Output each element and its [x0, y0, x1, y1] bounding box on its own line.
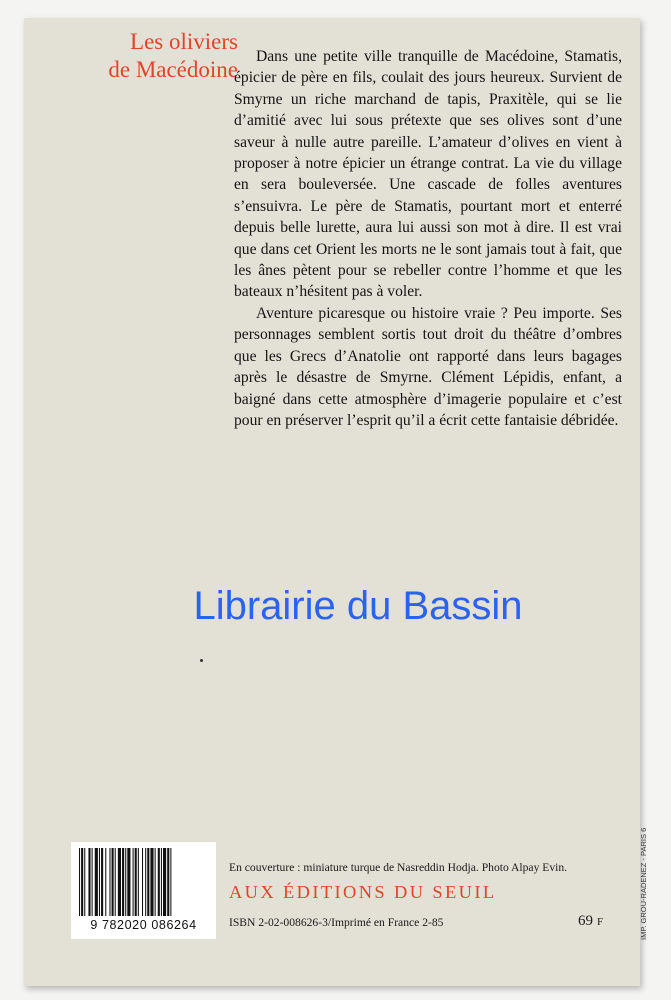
- blurb-text: [234, 46, 622, 431]
- book-title-line-2: de Macédoine: [108, 57, 238, 82]
- publisher-name: AUX ÉDITIONS DU SEUIL: [229, 882, 497, 902]
- blurb-paragraph-2: Aventure picaresque ou histoire vraie ? Peu importe. Ses personnages semblent sortis tout droit du théâtre d’ombres que les Grecs d’Anatolie ont rapporté dans leurs bagages après le désastre de Smyrne. Clément Lépidis, enfant, a baigné dans cette atmosphère d’imagerie populaire et c’est pour en préserver l’esprit qu’il a écrit cette fantaisie débridée.: [234, 304, 622, 429]
- bookshop-watermark: Librairie du Bassin: [193, 584, 523, 628]
- cover-credit: En couverture : miniature turque de Nasreddin Hodja. Photo Alpay Evin.: [229, 861, 568, 874]
- book-title: [38, 28, 238, 84]
- book-title-line-1: Les oliviers: [130, 29, 238, 54]
- blurb-paragraph-1: Dans une petite ville tranquille de Macédoine, Stamatis, épicier de père en fils, coulait des jours heureux. Survient de Smyrne un riche marchand de tapis, Praxitèle, qui se lie d’amitié avec lui sous prétexte que ses olives sont d’une saveur à nulle autre pareille. L’amateur d’olives en vient à proposer à notre épicier un étrange contrat. La vie du village en sera bouleversée. Une cascade de folles aventures s’ensuivra. Le père de Stamatis, pourtant mort et enterré depuis belle lurette, aura lui aussi son mot à dire. Il est vrai que dans cet Orient les morts ne le sont jamais tout à fait, que les ânes pètent pour se rebeller contre l’homme et que les bateaux n’hésitent pas à voler.: [234, 48, 622, 301]
- price: [578, 913, 603, 930]
- dust-speck: [200, 659, 203, 662]
- barcode: [71, 842, 216, 939]
- printer-imprint: IMP. GROU-RADENEZ - PARIS 6: [639, 827, 648, 940]
- price-value: 69: [578, 913, 593, 929]
- barcode-bars: [77, 848, 210, 918]
- price-unit: F: [597, 916, 604, 928]
- isbn-line: ISBN 2-02-008626-3/Imprimé en France 2-85: [229, 916, 444, 929]
- barcode-digits: 9 782020 086264: [90, 918, 197, 932]
